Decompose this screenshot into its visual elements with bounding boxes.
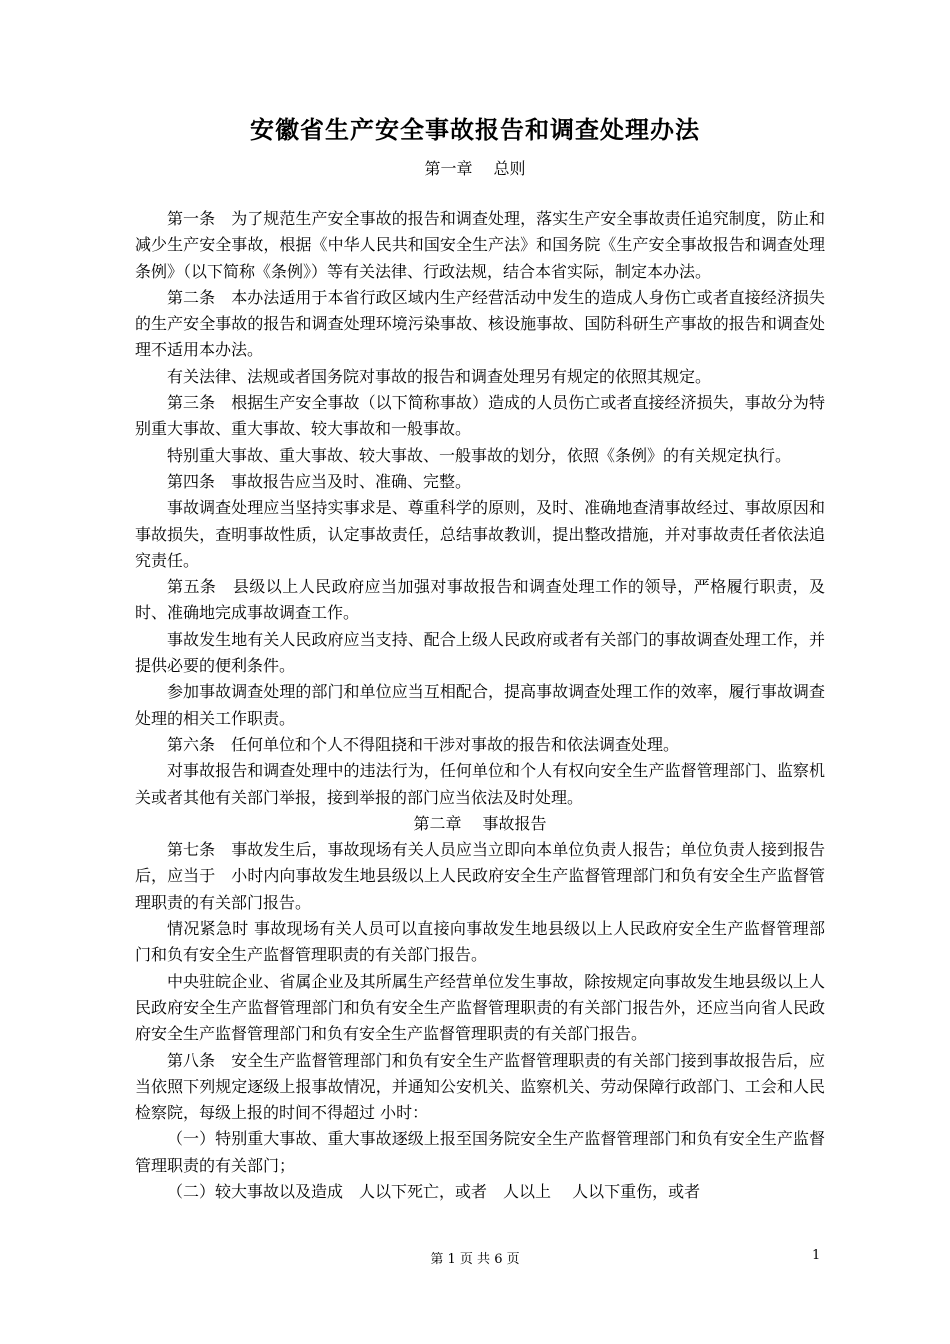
- paragraph: 中央驻皖企业、省属企业及其所属生产经营单位发生事故，除按规定向事故发生地县级以上人民政府安全生产监督管理部门和负有安全生产监督管理职责的有关部门报告外，还应当向省人民政府安全生产监督管理部门和负有安全生产监督管理职责的有关部门报告。: [135, 971, 825, 1044]
- paragraph: 特别重大事故、重大事故、较大事故、一般事故的划分，依照《条例》的有关规定执行。: [167, 445, 792, 465]
- paragraph: 第七条 事故发生后，事故现场有关人员应当立即向本单位负责人报告；单位负责人接到报告后，应当于 小时内向事故发生地县级以上人民政府安全生产监督管理部门和负有安全生产监督管理职责的有关部门报告。: [135, 840, 825, 912]
- paragraph: 参加事故调查处理的部门和单位应当互相配合，提高事故调查处理工作的效率，履行事故调查处理的相关工作职责。: [135, 682, 825, 728]
- paragraph: 对事故报告和调查处理中的违法行为，任何单位和个人有权向安全生产监督管理部门、监察机关或者其他有关部门举报，接到举报的部门应当依法及时处理。: [135, 761, 825, 807]
- paragraph: 事故发生地有关人民政府应当支持、配合上级人民政府或者有关部门的事故调查处理工作，并提供必要的便利条件。: [135, 629, 825, 676]
- paragraph: （一）特别重大事故、重大事故逐级上报至国务院安全生产监督管理部门和负有安全生产监督管理职责的有关部门；: [135, 1129, 825, 1175]
- document-title: 安徽省生产安全事故报告和调查处理办法: [250, 116, 700, 144]
- paragraph: 事故调查处理应当坚持实事求是、尊重科学的原则，及时、准确地查清事故经过、事故原因和事故损失，查明事故性质，认定事故责任，总结事故教训，提出整改措施，并对事故责任者依法追究责任。: [135, 498, 825, 570]
- paragraph: 第八条 安全生产监督管理部门和负有安全生产监督管理职责的有关部门接到事故报告后，应当依照下列规定逐级上报事故情况，并通知公安机关、监察机关、劳动保障行政部门、工会和人民检察院，每级上报的时间不得超过 小时：: [135, 1050, 825, 1123]
- paragraph: 情况紧急时 事故现场有关人员可以直接向事故发生地县级以上人民政府安全生产监督管理部门和负有安全生产监督管理职责的有关部门报告。: [135, 919, 825, 965]
- chapter-2-heading: 第二章 事故报告: [413, 813, 547, 833]
- paragraph: （二）较大事故以及造成 人以下死亡，或者 人以上 人以下重伤，或者: [167, 1181, 701, 1201]
- paragraph: 第六条 任何单位和个人不得阻挠和干涉对事故的报告和依法调查处理。: [167, 734, 680, 754]
- page-footer: 第 1 页 共 6 页: [430, 1252, 520, 1267]
- paragraph: 第四条 事故报告应当及时、准确、完整。: [167, 471, 472, 491]
- paragraph: 第五条 县级以上人民政府应当加强对事故报告和调查处理工作的领导，严格履行职责，及时、准确地完成事故调查工作。: [135, 577, 825, 623]
- paragraph: 有关法律、法规或者国务院对事故的报告和调查处理另有规定的依照其规定。: [167, 366, 712, 386]
- paragraph: 第三条 根据生产安全事故（以下简称事故）造成的人员伤亡或者直接经济损失，事故分为特别重大事故、重大事故、较大事故和一般事故。: [135, 393, 825, 439]
- paragraph: 第二条 本办法适用于本省行政区域内生产经营活动中发生的造成人身伤亡或者直接经济损失的生产安全事故的报告和调查处理环境污染事故、核设施事故、国防科研生产事故的报告和调查处理不适用本办法。: [135, 287, 825, 360]
- paragraph: 第一条 为了规范生产安全事故的报告和调查处理，落实生产安全事故责任追究制度，防止和减少生产安全事故，根据《中华人民共和国安全生产法》和国务院《生产安全事故报告和调查处理条例》（以下简称《条例》）等有关法律、行政法规，结合本省实际，制定本办法。: [135, 209, 825, 281]
- page-number: 1: [812, 1248, 821, 1263]
- chapter-1-heading: 第一章 总则: [424, 159, 526, 178]
- document-body: [135, 206, 825, 1205]
